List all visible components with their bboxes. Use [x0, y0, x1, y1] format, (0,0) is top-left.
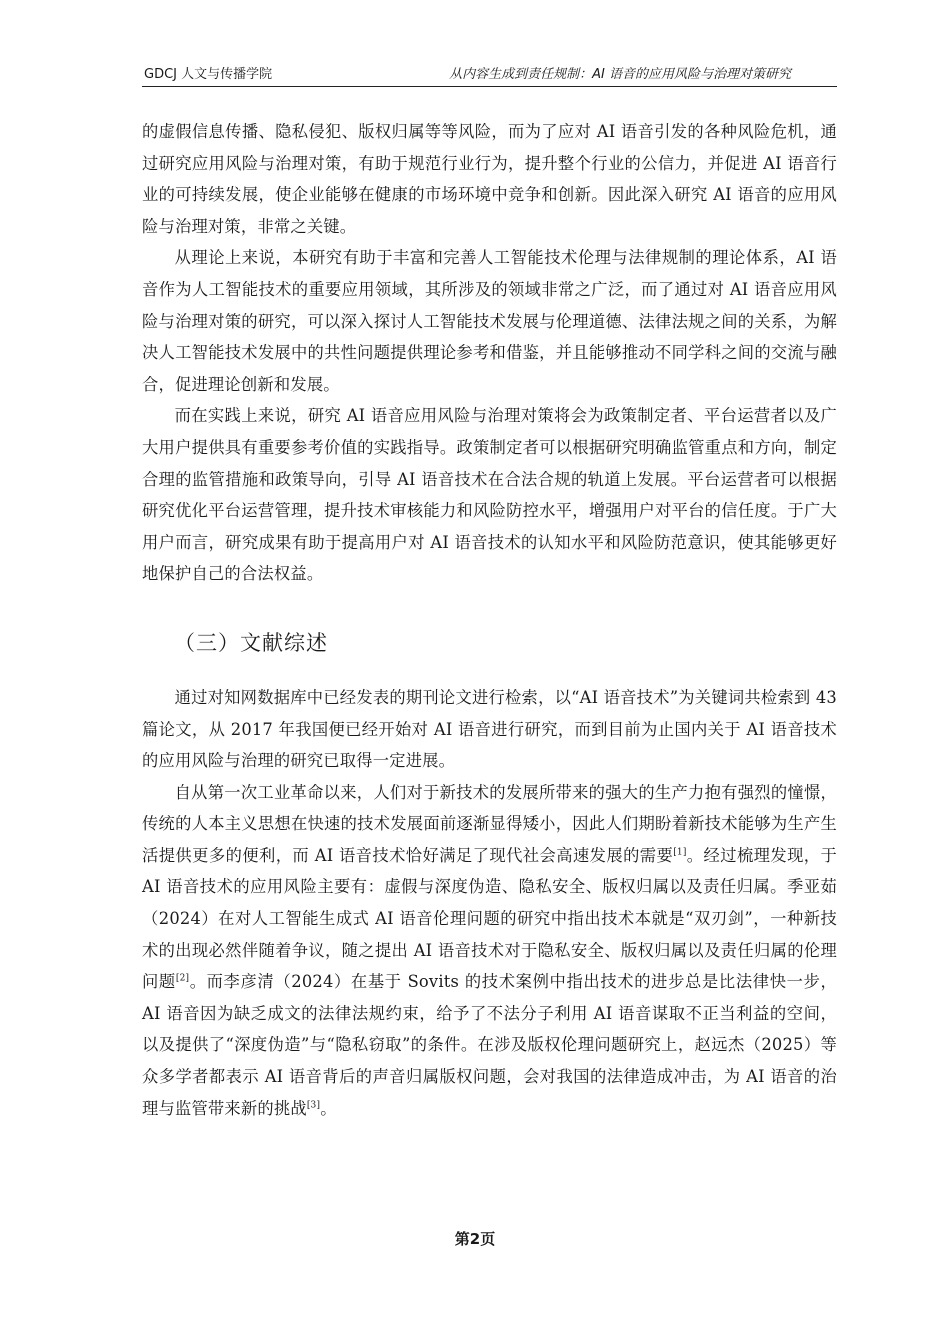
- paragraph-practical-significance: 而在实践上来说，研究 AI 语音应用风险与治理对策将会为政策制定者、平台运营者以及广大用户提供具有重要参考价值的实践指导。政策制定者可以根据研究明确监管重点和方向，制定合理的监管措施和政策导向，引导 AI 语音技术在合法合规的轨道上发展。平台运营者可以根据研究优化平台运营管理，提升技术审核能力和风险防控水平，增强用户对平台的信任度。于广大用户而言，研究成果有助于提高用户对 AI 语音技术的认知水平和风险防范意识，使其能够更好地保护自己的合法权益。: [142, 406, 837, 584]
- header-institution: GDCJ 人文与传播学院: [144, 67, 273, 82]
- text-segment: 。经过梳理发现，于 AI 语音技术的应用风险主要有：虚假与深度伪造、隐私安全、版权归属以及责任归属。季亚茹（2024）在对人工智能生成式 AI 语音伦理问题的研究中指出技术本就是“双刃剑”，一种新技术的出现必然伴随着争议，随之提出 AI 语音技术对于隐私安全、版权归属以及责任归属的伦理问题: [142, 845, 837, 992]
- paragraph-theoretical-significance: 从理论上来说，本研究有助于丰富和完善人工智能技术伦理与法律规制的理论体系，AI 语音作为人工智能技术的重要应用领域，其所涉及的领域非常之广泛，而了通过对 AI 语音应用风险与治理对策的研究，可以深入探讨人工智能技术发展与伦理道德、法律法规之间的关系，为解决人工智能技术发展中的共性问题提供理论参考和借鉴，并且能够推动不同学科之间的交流与融合，促进理论创新和发展。: [142, 248, 837, 394]
- text-segment: 。: [320, 1098, 337, 1118]
- citation-ref-2: [2]: [175, 973, 190, 984]
- header-paper-title: 从内容生成到责任规制：AI 语音的应用风险与治理对策研究: [449, 67, 791, 82]
- document-body: [142, 116, 837, 1124]
- citation-ref-1: [1]: [673, 847, 687, 858]
- citation-ref-3: [3]: [306, 1100, 321, 1111]
- section-heading-literature-review: （三）文献综述: [174, 630, 328, 655]
- paragraph-literature-search: 通过对知网数据库中已经发表的期刊论文进行检索，以“AI 语音技术”为关键词共检索到 43 篇论文，从 2017 年我国便已经开始对 AI 语音进行研究，而到目前为止国内关于 AI 语音技术的应用风险与治理的研究已取得一定进展。: [142, 687, 837, 771]
- paragraph-continued: 的虚假信息传播、隐私侵犯、版权归属等等风险，而为了应对 AI 语音引发的各种风险危机，通过研究应用风险与治理对策，有助于规范行业行为，提升整个行业的公信力，并促进 AI 语音行业的可持续发展，使企业能够在健康的市场环境中竞争和创新。因此深入研究 AI 语音的应用风险与治理对策，非常之关键。: [142, 122, 837, 236]
- page-number: 第2页: [454, 1230, 496, 1248]
- paragraph-literature-review: [142, 777, 837, 1125]
- running-header: [142, 66, 837, 87]
- text-segment: 自从第一次工业革命以来，人们对于新技术的发展所带来的强大的生产力抱有强烈的憧憬，传统的人本主义思想在快速的技术发展面前逐渐显得矮小，因此人们期盼着新技术能够为生产生活提供更多的便利，而 AI 语音技术恰好满足了现代社会高速发展的需要: [142, 782, 837, 865]
- text-segment: 。而李彦清（2024）在基于 Sovits 的技术案例中指出技术的进步总是比法律快一步，AI 语音因为缺乏成文的法律法规约束，给予了不法分子利用 AI 语音谋取不正当利益的空间，以及提供了“深度伪造”与“隐私窃取”的条件。在涉及版权伦理问题研究上，赵远杰（2025）等众多学者都表示 AI 语音背后的声音归属版权问题，会对我国的法律造成冲击，为 AI 语音的治理与监管带来新的挑战: [142, 972, 837, 1118]
